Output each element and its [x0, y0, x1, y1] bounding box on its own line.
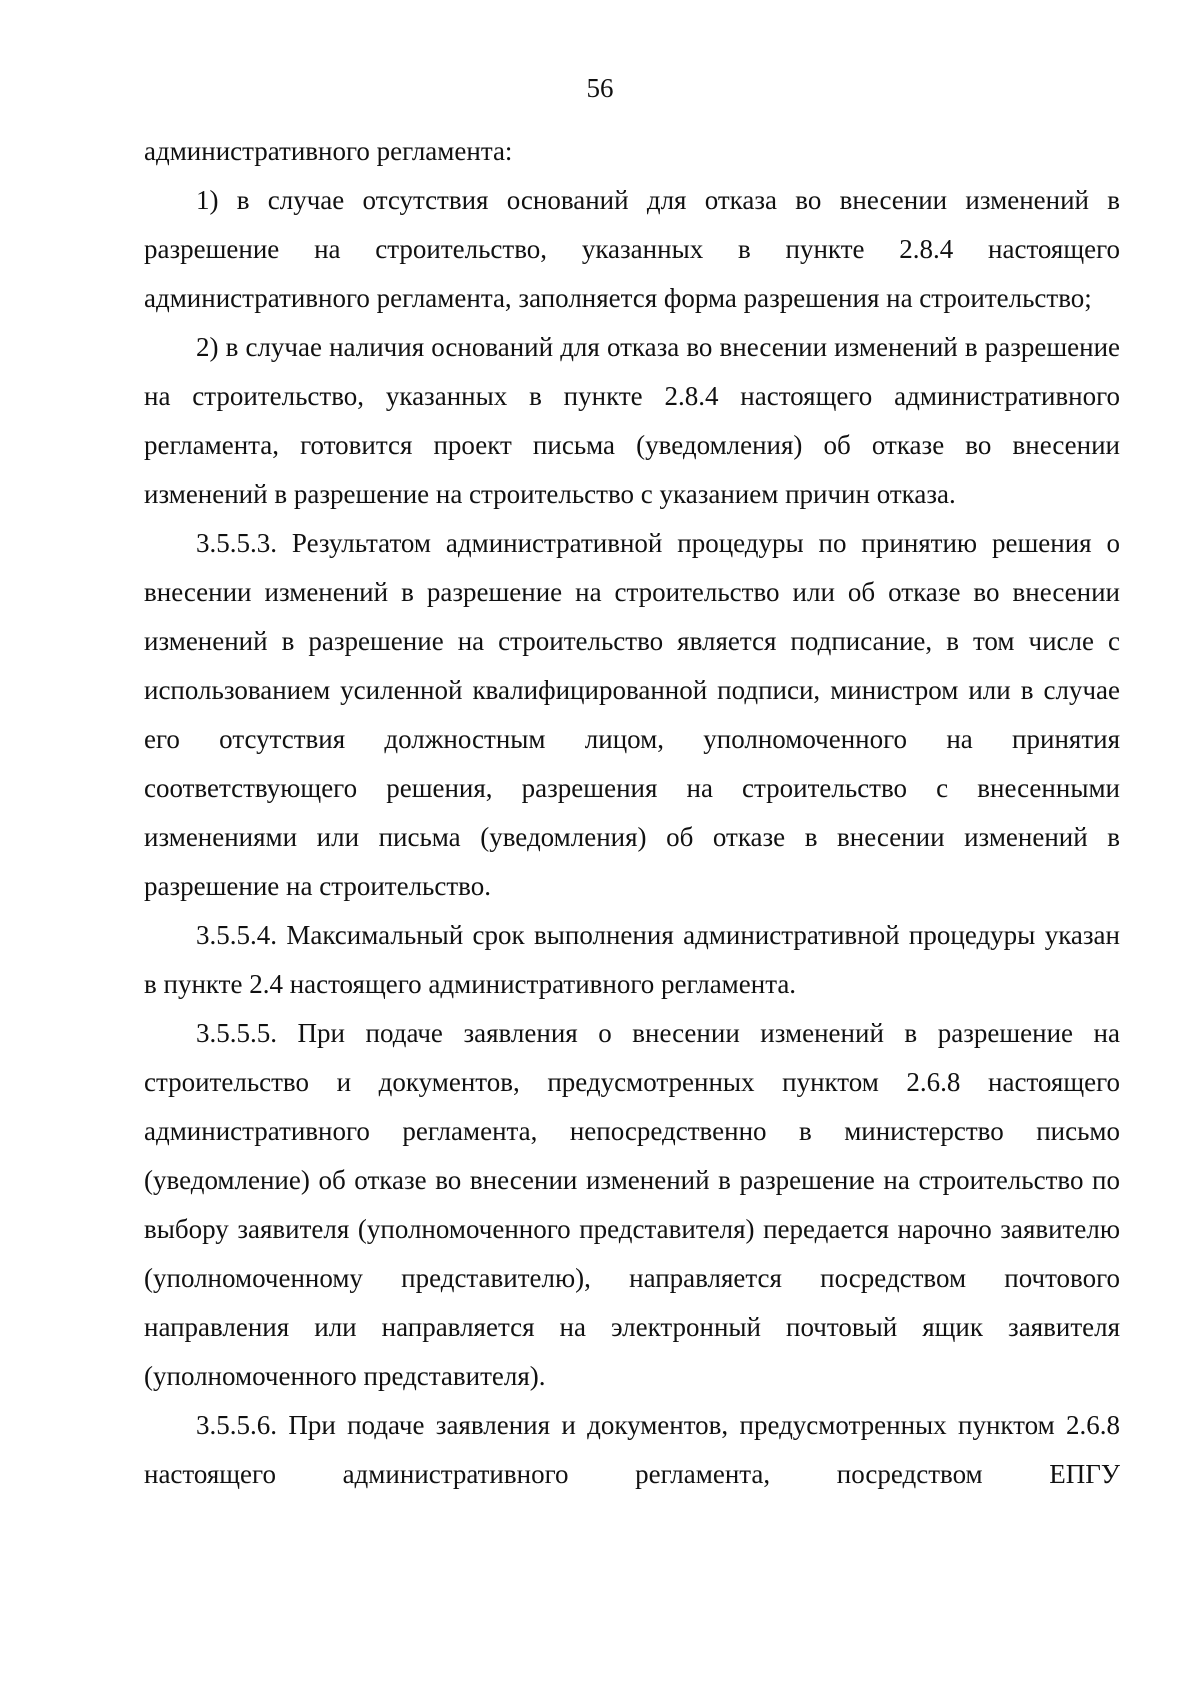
paragraph-item-1: 1) в случае отсутствия оснований для отказа во внесении изменений в разрешение на строительство, указанных в пункте 2.8.4 настоящего административного регламента, заполняется форма разрешения на строительство;	[144, 185, 1120, 313]
paragraph-3-5-5-3: 3.5.5.3. Результатом административной процедуры по принятию решения о внесении изменений в разрешение на строительство или об отказе во внесении изменений в разрешение на строительство является подписание, в том числе с использованием усиленной квалифицированной подписи, министром или в случае его отсутствия должностным лицом, уполномоченного на принятия соответствующего решения, разрешения на строительство с внесенными изменениями или письма (уведомления) об отказе в внесении изменений в разрешение на строительство.	[144, 528, 1120, 901]
paragraph-item-2: 2) в случае наличия оснований для отказа во внесении изменений в разрешение на строительство, указанных в пункте 2.8.4 настоящего административного регламента, готовится проект письма (уведомления) об отказе во внесении изменений в разрешение на строительство с указанием причин отказа.	[144, 332, 1120, 509]
paragraph-continuation: административного регламента:	[144, 136, 513, 166]
paragraph-3-5-5-4: 3.5.5.4. Максимальный срок выполнения административной процедуры указан в пункте 2.4 настоящего административного регламента.	[144, 920, 1120, 999]
document-body	[144, 127, 1120, 1499]
page-number: 56	[586, 73, 614, 103]
paragraph-3-5-5-6: 3.5.5.6. При подаче заявления и документов, предусмотренных пунктом 2.6.8 настоящего административного регламента, посредством ЕПГУ	[144, 1410, 1120, 1489]
paragraph-3-5-5-5: 3.5.5.5. При подаче заявления о внесении изменений в разрешение на строительство и документов, предусмотренных пунктом 2.6.8 настоящего административного регламента, непосредственно в министерство письмо (уведомление) об отказе во внесении изменений в разрешение на строительство по выбору заявителя (уполномоченного представителя) передается нарочно заявителю (уполномоченному представителю), направляется посредством почтового направления или направляется на электронный почтовый ящик заявителя (уполномоченного представителя).	[144, 1018, 1120, 1391]
